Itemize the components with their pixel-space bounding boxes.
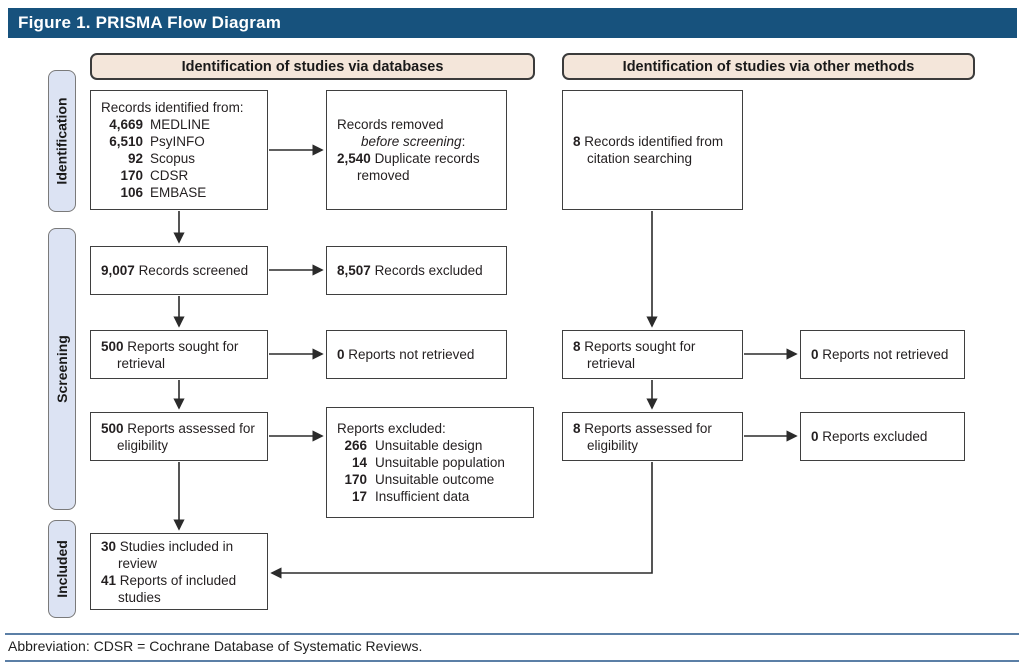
reports-excluded-intro: Reports excluded: — [337, 421, 446, 436]
box-reports-assessed-other — [562, 412, 743, 461]
reason-count: 17 — [351, 489, 367, 504]
reason-label: Unsuitable outcome — [375, 472, 495, 487]
abbreviation-note: Abbreviation: CDSR = Cochrane Database of Systematic Reviews. — [8, 638, 423, 654]
label: Studies included in review — [118, 538, 234, 571]
box-records-screened — [90, 246, 268, 295]
stage-label-included — [48, 520, 76, 618]
count: 500 — [101, 420, 124, 436]
before-screening-italic: before screening — [361, 134, 462, 149]
count: 500 — [101, 338, 124, 354]
count: 8 — [573, 134, 581, 149]
label: Reports not retrieved — [348, 347, 475, 362]
reason-label: Unsuitable population — [375, 455, 505, 470]
colon: : — [461, 134, 466, 149]
box-reports-not-retrieved-db — [326, 330, 507, 379]
db-count: 106 — [120, 185, 143, 200]
label: Reports excluded — [822, 429, 928, 444]
stage-label-identification — [48, 70, 76, 212]
label: Records identified from citation searching — [584, 134, 724, 166]
count: 30 — [101, 538, 117, 554]
count: 9,007 — [101, 263, 135, 278]
label: Reports not retrieved — [822, 347, 949, 362]
column-header-other-methods — [562, 53, 975, 80]
box-citation-identified — [562, 90, 743, 210]
db-count: 170 — [120, 168, 143, 183]
reports-excluded-list — [337, 437, 523, 505]
box-reports-assessed-db — [90, 412, 268, 461]
stage-label-included-text: Included — [54, 540, 70, 598]
db-name: EMBASE — [150, 185, 207, 200]
db-count: 6,510 — [109, 134, 143, 149]
label: Reports sought for retrieval — [117, 338, 239, 371]
box-reports-excluded-other — [800, 412, 965, 461]
db-name: PsyINFO — [150, 134, 205, 149]
label: Reports of included studies — [118, 572, 237, 605]
figure-title-bar — [8, 8, 1017, 38]
count: 8 — [573, 338, 581, 354]
reason-count: 266 — [344, 438, 367, 453]
db-count: 4,669 — [109, 117, 143, 132]
label: Duplicate records removed — [357, 151, 480, 183]
label: Records excluded — [374, 263, 483, 278]
records-identified-intro: Records identified from: — [101, 100, 244, 115]
footer-rule-top — [5, 633, 1019, 635]
label: Reports assessed for eligibility — [584, 420, 712, 453]
box-reports-excluded-reasons — [326, 407, 534, 518]
records-removed-line2 — [337, 133, 496, 150]
reason-label: Unsuitable design — [375, 438, 483, 453]
count: 8 — [573, 420, 581, 436]
box-records-excluded — [326, 246, 507, 295]
reason-count: 14 — [351, 455, 367, 470]
db-count: 92 — [127, 151, 143, 166]
box-reports-sought-db — [90, 330, 268, 379]
box-reports-sought-other — [562, 330, 743, 379]
box-records-removed — [326, 90, 507, 210]
box-included — [90, 533, 268, 610]
count: 0 — [811, 347, 819, 362]
column-header-databases — [90, 53, 535, 80]
figure-title: Figure 1. PRISMA Flow Diagram — [18, 13, 282, 32]
label: Reports assessed for eligibility — [117, 420, 255, 453]
stage-label-screening — [48, 228, 76, 510]
db-name: Scopus — [150, 151, 196, 166]
column-header-databases-label: Identification of studies via databases — [181, 58, 444, 75]
count: 0 — [337, 347, 345, 362]
count: 8,507 — [337, 263, 371, 278]
records-identified-list — [101, 116, 257, 201]
db-name: MEDLINE — [150, 117, 211, 132]
reason-label: Insufficient data — [375, 489, 470, 504]
box-reports-not-retrieved-other — [800, 330, 965, 379]
db-name: CDSR — [150, 168, 189, 183]
column-header-other-methods-label: Identification of studies via other methods — [622, 58, 915, 75]
footer-rule-bottom — [5, 660, 1019, 662]
records-removed-line1: Records removed — [337, 117, 444, 132]
stage-label-screening-text: Screening — [54, 335, 71, 403]
stage-label-identification-text: Identification — [54, 97, 70, 185]
box-records-identified — [90, 90, 268, 210]
count: 0 — [811, 429, 819, 444]
count: 2,540 — [337, 151, 371, 166]
reason-count: 170 — [344, 472, 367, 487]
label: Records screened — [138, 263, 249, 278]
count: 41 — [101, 572, 117, 588]
label: Reports sought for retrieval — [584, 338, 696, 371]
